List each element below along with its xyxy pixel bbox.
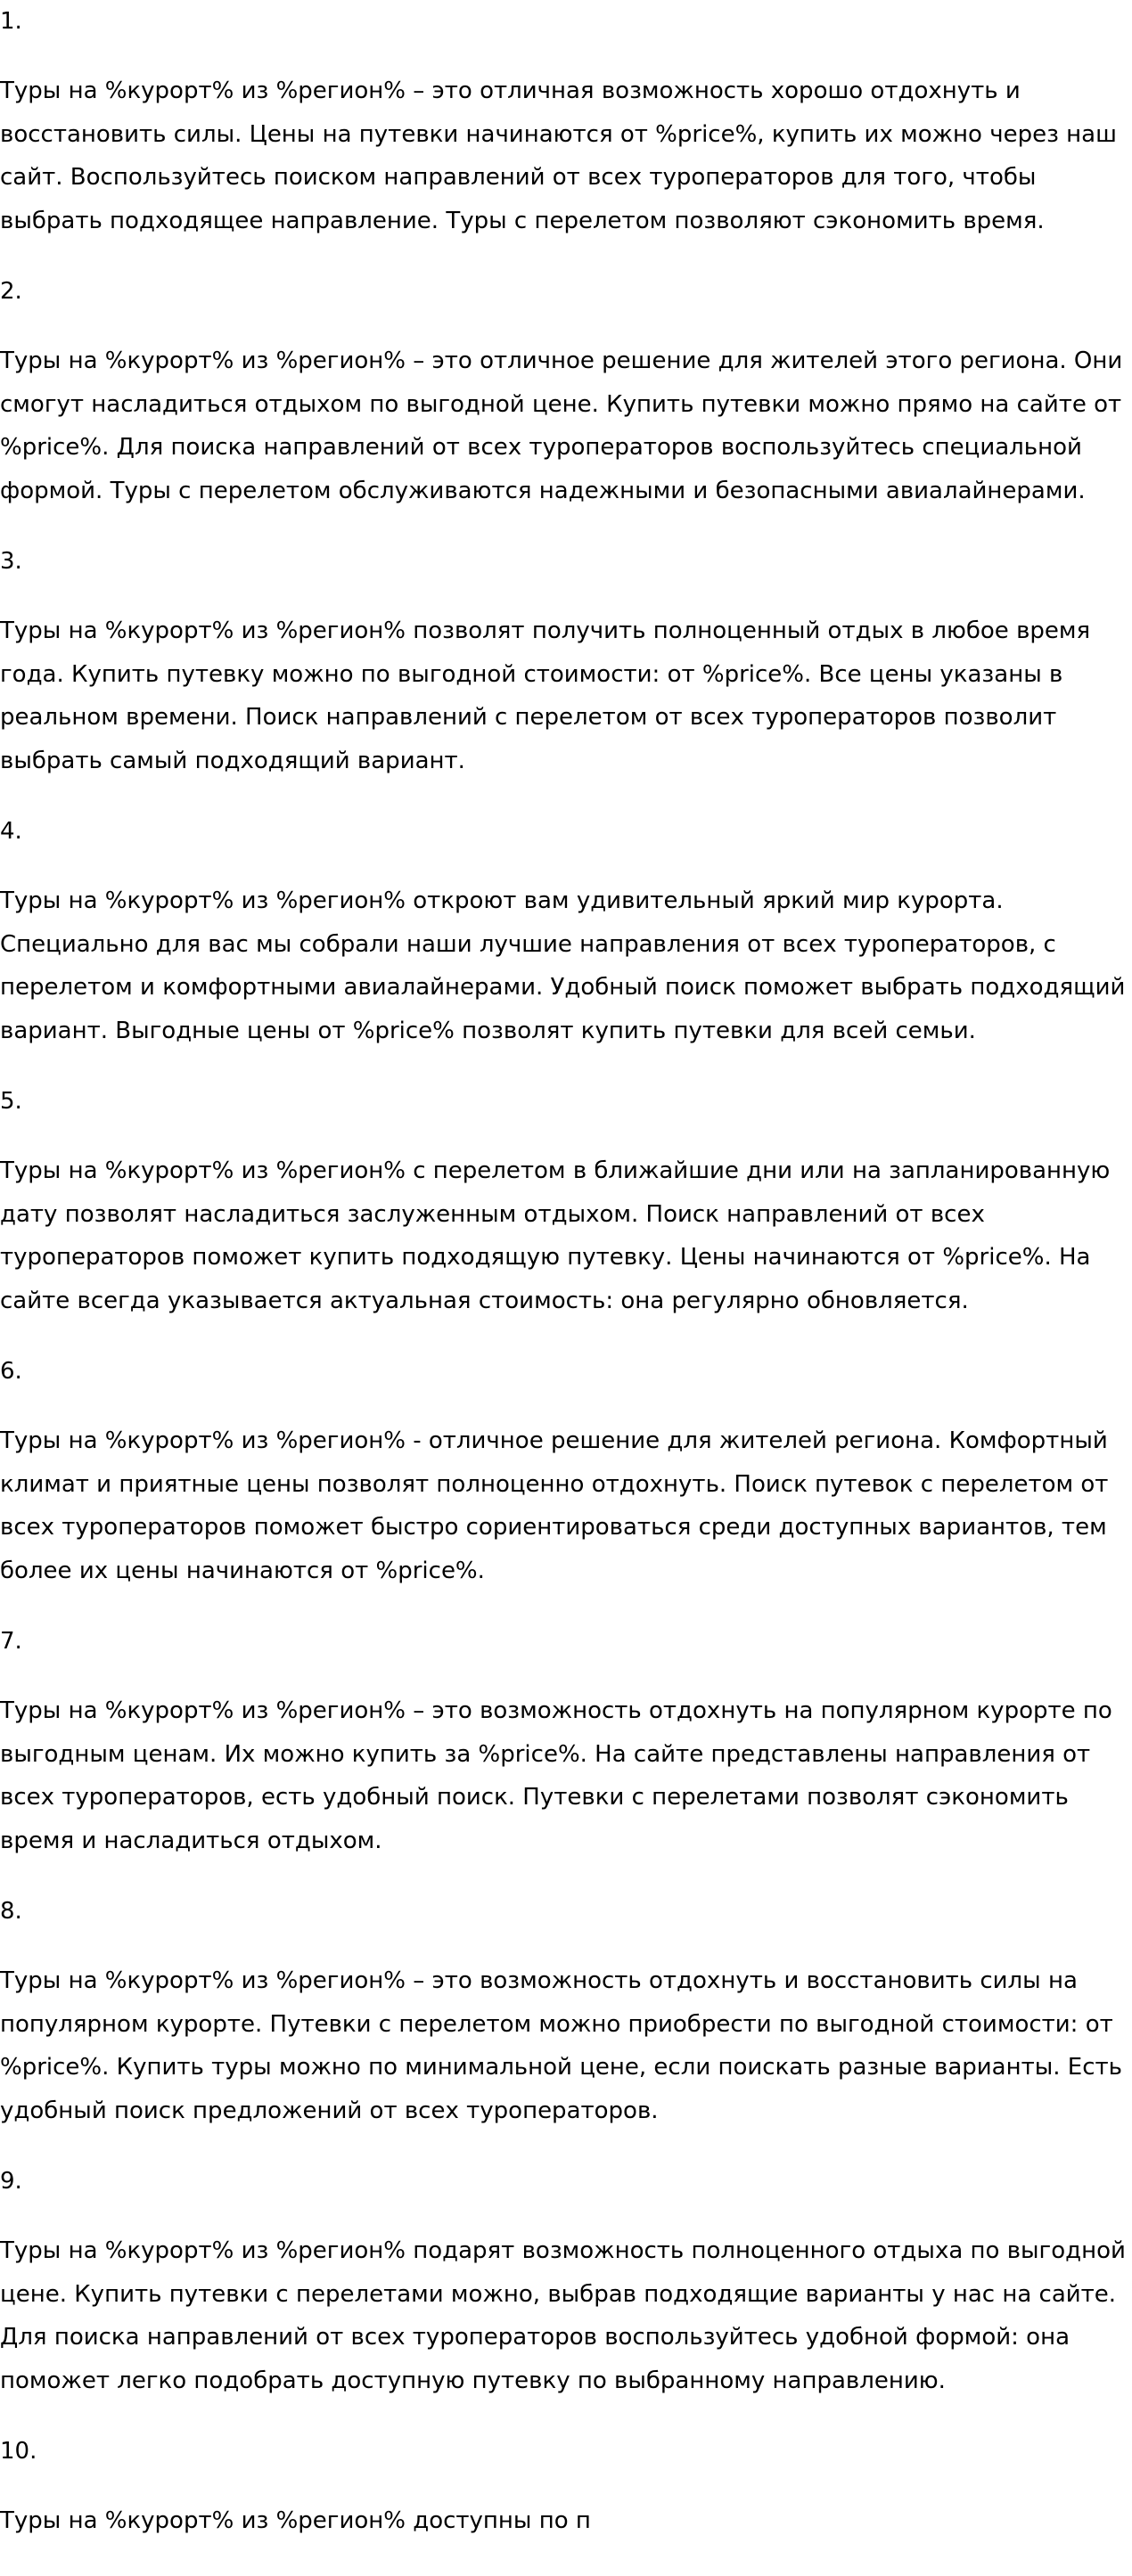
paragraph-line: сайте всегда указывается актуальная стоимость: она регулярно обновляется. <box>0 1287 969 1314</box>
paragraph-line: Туры на %курорт% из %регион% - отличное решение для жителей региона. Комфортный <box>0 1427 1108 1454</box>
paragraph-line: Туры на %курорт% из %регион% – это возможность отдохнуть и восстановить силы на <box>0 1967 1078 1994</box>
paragraph-line: туроператоров поможет купить подходящую путевку. Цены начинаются от %price%. На <box>0 1244 1091 1271</box>
paragraph-line: Туры на %курорт% из %регион% – это возможность отдохнуть на популярном курорте по <box>0 1697 1112 1724</box>
paragraph-line: Туры на %курорт% из %регион% с перелетом в ближайшие дни или на запланированную <box>0 1157 1111 1184</box>
paragraph-line: выгодным ценам. Их можно купить за %price%. На сайте представлены направления от <box>0 1740 1091 1768</box>
item-number: 8. <box>0 1898 22 1925</box>
paragraph-line: формой. Туры с перелетом обслуживаются надежными и безопасными авиалайнерами. <box>0 477 1086 504</box>
paragraph-line: Туры на %курорт% из %регион% подарят возможность полноценного отдыха по выгодной <box>0 2237 1126 2264</box>
paragraph-line: удобный поиск предложений от всех туроператоров. <box>0 2097 659 2124</box>
paragraph-line: Туры на %курорт% из %регион% откроют вам удивительный яркий мир курорта. <box>0 887 1004 914</box>
item-paragraph <box>0 1689 1132 1862</box>
paragraph-line: %price%. Купить туры можно по минимальной цене, если поискать разные варианты. Есть <box>0 2054 1122 2081</box>
paragraph-line: выбрать подходящее направление. Туры с перелетом позволяют сэкономить время. <box>0 207 1045 234</box>
item-paragraph <box>0 339 1132 512</box>
item-number: 4. <box>0 818 22 845</box>
paragraph-line: %price%. Для поиска направлений от всех туроператоров воспользуйтесь специальной <box>0 434 1082 461</box>
item-number: 1. <box>0 8 22 35</box>
paragraph-line: перелетом и комфортными авиалайнерами. Удобный поиск поможет выбрать подходящий <box>0 974 1126 1001</box>
item-paragraph <box>0 1959 1132 2132</box>
paragraph-line: время и насладиться отдыхом. <box>0 1827 382 1854</box>
paragraph-line: вариант. Выгодные цены от %price% позволят купить путевки для всей семьи. <box>0 1017 976 1044</box>
paragraph-line: года. Купить путевку можно по выгодной стоимости: от %price%. Все цены указаны в <box>0 660 1063 688</box>
paragraph-line: более их цены начинаются от %price%. <box>0 1557 485 1584</box>
item-number: 10. <box>0 2438 37 2465</box>
item-paragraph <box>0 609 1132 782</box>
item-number: 9. <box>0 2168 22 2195</box>
item-number: 7. <box>0 1628 22 1655</box>
numbered-text-list <box>0 5 1132 2576</box>
item-number: 3. <box>0 548 22 575</box>
paragraph-line: климат и приятные цены позволят полноценно отдохнуть. Поиск путевок с перелетом от <box>0 1470 1109 1498</box>
paragraph-line: сайт. Воспользуйтесь поиском направлений от всех туроператоров для того, чтобы <box>0 164 1037 191</box>
item-number: 5. <box>0 1088 22 1115</box>
item-paragraph <box>0 879 1132 1052</box>
paragraph-line: всех туроператоров, есть удобный поиск. Путевки с перелетами позволят сэкономить <box>0 1784 1069 1811</box>
paragraph-line: Для поиска направлений от всех туроператоров воспользуйтесь удобной формой: она <box>0 2324 1070 2351</box>
paragraph-line: Туры на %курорт% из %регион% доступны по п <box>0 2507 591 2534</box>
item-paragraph <box>0 2499 1132 2543</box>
paragraph-line: Специально для вас мы собрали наши лучшие направления от всех туроператоров, с <box>0 930 1056 958</box>
item-number: 2. <box>0 278 22 305</box>
item-number: 6. <box>0 1358 22 1385</box>
item-paragraph <box>0 2229 1132 2402</box>
paragraph-line: Туры на %курорт% из %регион% – это отличное решение для жителей этого региона. Они <box>0 348 1123 374</box>
paragraph-line: всех туроператоров поможет быстро сориентироваться среди доступных вариантов, тем <box>0 1514 1107 1541</box>
paragraph-line: Туры на %курорт% из %регион% позволят получить полноценный отдых в любое время <box>0 617 1091 644</box>
paragraph-line: поможет легко подобрать доступную путевку по выбранному направлению. <box>0 2367 946 2394</box>
item-paragraph <box>0 1419 1132 1592</box>
item-paragraph <box>0 1149 1132 1322</box>
paragraph-line: реальном времени. Поиск направлений с перелетом от всех туроператоров позволит <box>0 704 1057 731</box>
paragraph-line: дату позволят насладиться заслуженным отдыхом. Поиск направлений от всех <box>0 1200 985 1228</box>
paragraph-line: выбрать самый подходящий вариант. <box>0 747 465 774</box>
paragraph-line: популярном курорте. Путевки с перелетом можно приобрести по выгодной стоимости: от <box>0 2010 1113 2038</box>
paragraph-line: восстановить силы. Цены на путевки начинаются от %price%, купить их можно через наш <box>0 120 1117 148</box>
paragraph-line: смогут насладиться отдыхом по выгодной цене. Купить путевки можно прямо на сайте от <box>0 390 1122 418</box>
item-paragraph <box>0 70 1132 242</box>
paragraph-line: цене. Купить путевки с перелетами можно, выбрав подходящие варианты у нас на сайте. <box>0 2280 1117 2308</box>
paragraph-line: Туры на %курорт% из %регион% – это отличная возможность хорошо отдохнуть и <box>0 78 1021 104</box>
